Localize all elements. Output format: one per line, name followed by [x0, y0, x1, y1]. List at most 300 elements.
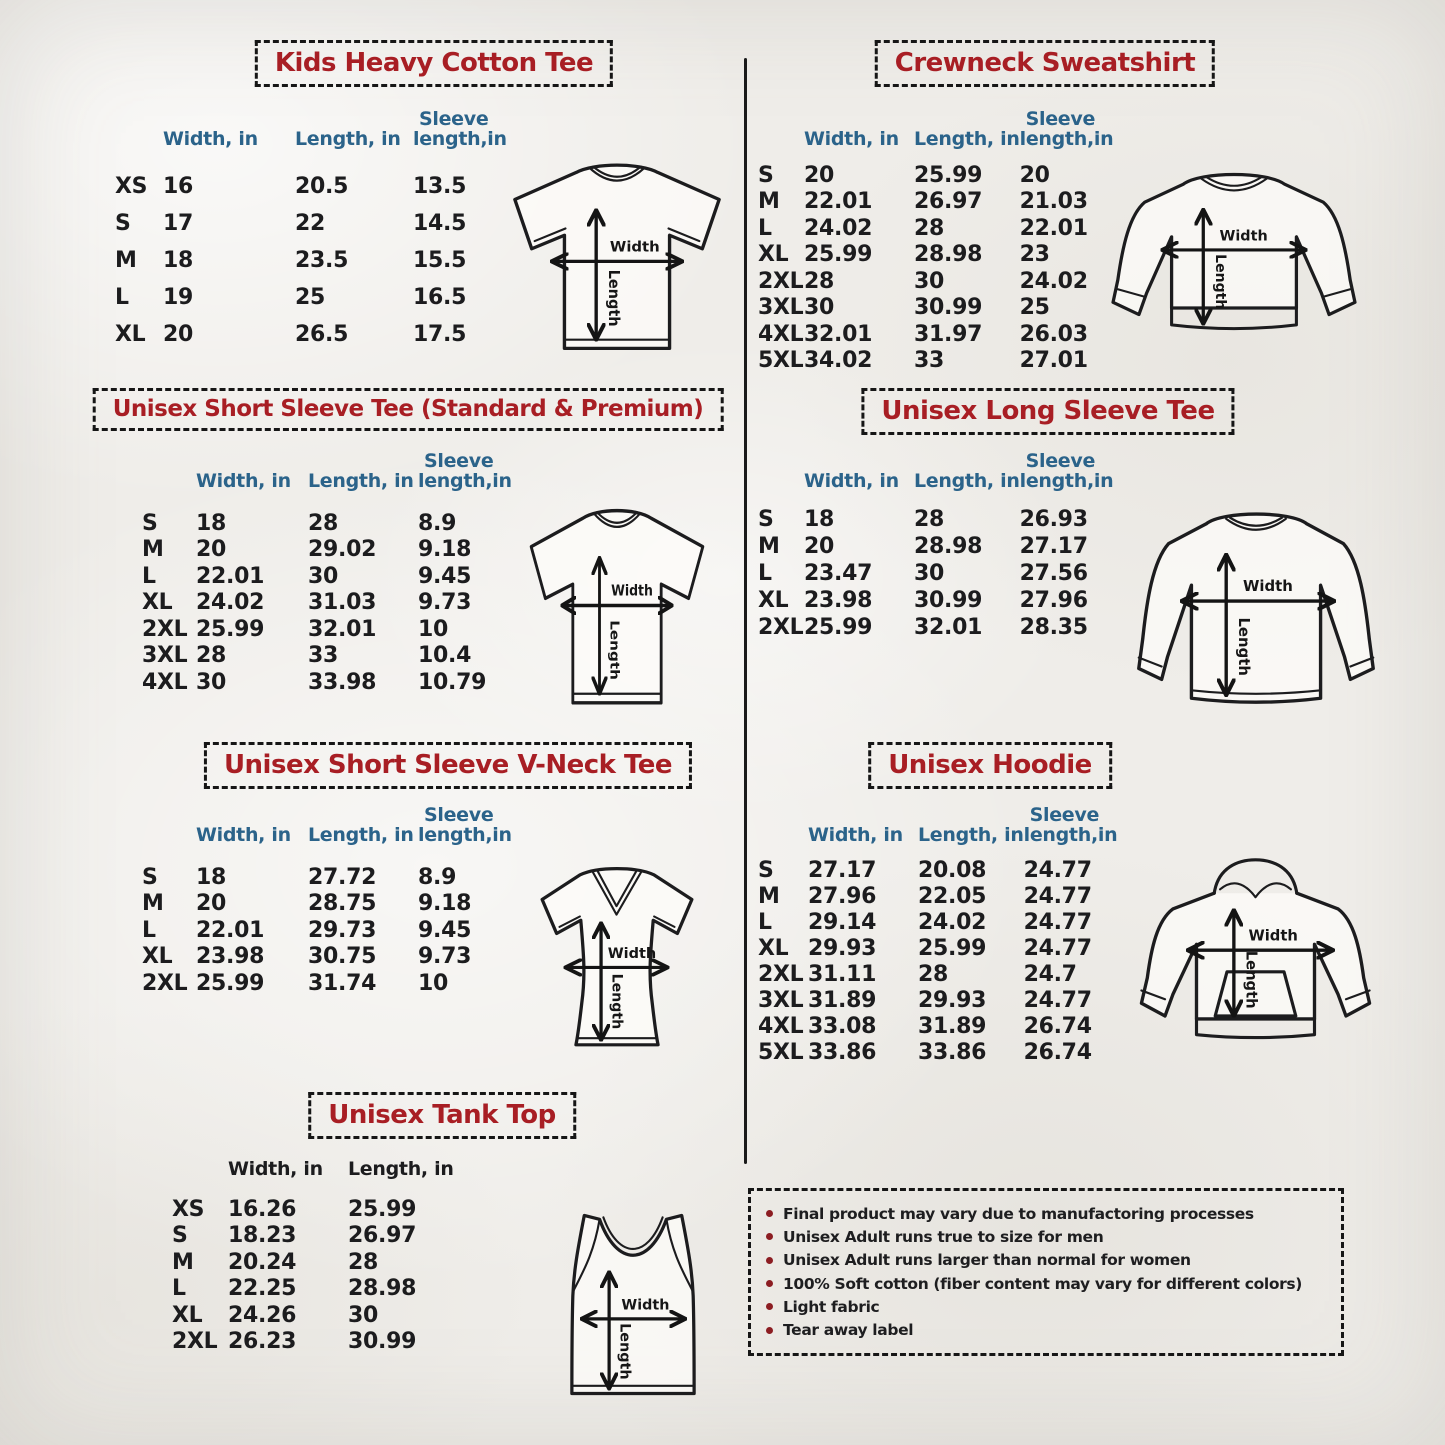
measurement-value: 28	[914, 215, 945, 241]
length-arrow-label: Length	[605, 269, 623, 327]
measurement-value: 15.5	[413, 247, 467, 273]
measurement-value: 10.4	[418, 643, 472, 669]
measurement-value: 10	[418, 616, 449, 642]
length-arrow-label: Length	[616, 1323, 633, 1380]
measurement-value: 22.01	[804, 189, 873, 215]
size-row	[758, 321, 1120, 348]
size-label: L	[115, 284, 129, 310]
size-label: M	[142, 537, 164, 563]
width-arrow-label: Width	[607, 946, 657, 962]
header-row	[758, 110, 1120, 162]
measurement-value: 30.99	[348, 1329, 417, 1355]
width-arrow-label: Width	[609, 238, 660, 256]
hoodie-illustration	[1108, 852, 1403, 1070]
measurement-value: 27.17	[808, 858, 877, 884]
sleeve-header-line2: length,in	[1019, 127, 1114, 150]
measurement-value: 23.5	[295, 247, 349, 273]
sleeve-header-line2: length,in	[418, 823, 512, 846]
measurement-value: 31.11	[808, 962, 877, 988]
measurement-value: 16.26	[228, 1196, 297, 1222]
header-row	[758, 452, 1120, 506]
sleeve-header-line1: Sleeve	[1025, 450, 1096, 472]
measurement-value: 33.86	[808, 1040, 877, 1066]
size-label: 3XL	[758, 295, 804, 321]
note-text: Unisex Adult runs true to size for men	[783, 1227, 1104, 1246]
measurement-value: 33.08	[808, 1014, 877, 1040]
measurement-value: 25.99	[914, 162, 983, 188]
panel-title-unisex-short-sleeve-tee	[93, 388, 724, 431]
measurement-value: 22.01	[196, 563, 265, 589]
measurement-value: 24.02	[804, 215, 873, 241]
sleeve-header-line1: Sleeve	[1029, 804, 1100, 826]
size-label: XL	[758, 587, 789, 613]
size-label: 2XL	[142, 616, 188, 642]
note-text: 100% Soft cotton (fiber content may vary for different colors)	[783, 1274, 1303, 1293]
measurement-value: 24.26	[228, 1302, 297, 1328]
measurement-value: 28	[196, 643, 227, 669]
measurement-value: 19	[163, 284, 194, 310]
bullet-icon	[766, 1210, 773, 1217]
size-label: L	[758, 910, 772, 936]
size-row	[142, 970, 518, 997]
size-row	[115, 279, 513, 316]
sleeve-header-line2: length,in	[1019, 469, 1114, 492]
sleeve-header-line2: length,in	[413, 127, 507, 150]
measurement-value: 18	[196, 864, 227, 890]
size-row	[758, 533, 1120, 560]
measurement-value: 24.77	[1023, 988, 1092, 1014]
measurement-value: 13.5	[413, 173, 467, 199]
size-label: M	[172, 1249, 194, 1275]
size-row	[758, 1014, 1124, 1040]
measurement-value: 32.01	[804, 321, 873, 347]
size-rows	[758, 858, 1124, 1066]
length-col-header: Length, in	[308, 823, 414, 846]
width-col-header: Width, in	[196, 469, 291, 492]
size-label: 2XL	[758, 962, 804, 988]
size-rows	[758, 162, 1120, 374]
width-arrow-label: Width	[611, 582, 653, 600]
size-rows	[142, 510, 518, 696]
size-row	[142, 616, 518, 643]
size-table-hoodie	[758, 806, 1124, 1066]
measurement-value: 24.02	[1019, 268, 1088, 294]
panel-title-text: Unisex Short Sleeve Tee (Standard & Premium)	[112, 396, 704, 422]
measurement-value: 9.18	[418, 891, 472, 917]
sweatshirt-hem-band	[1172, 308, 1297, 329]
note-item	[766, 1225, 1326, 1248]
panel-title-kids-heavy-cotton-tee	[255, 40, 613, 87]
measurement-value: 18	[196, 510, 227, 536]
measurement-value: 28.75	[308, 891, 377, 917]
width-col-header: Width, in	[804, 469, 899, 492]
size-label: XS	[172, 1196, 205, 1222]
measurement-value: 23.98	[196, 944, 265, 970]
panel-title-text: Unisex Long Sleeve Tee	[881, 396, 1215, 426]
size-table-tank-top	[172, 1152, 458, 1355]
measurement-value: 27.96	[808, 884, 877, 910]
measurement-value: 30.99	[914, 587, 983, 613]
size-row	[142, 864, 518, 891]
measurement-value: 26.03	[1019, 321, 1088, 347]
size-table-kids-tee	[115, 110, 513, 353]
note-text: Light fabric	[783, 1297, 880, 1316]
measurement-value: 21.03	[1019, 189, 1088, 215]
size-col-header	[142, 806, 196, 864]
measurement-value: 24.77	[1023, 884, 1092, 910]
measurement-value: 20	[196, 537, 227, 563]
width-arrow-label: Width	[1242, 577, 1293, 596]
measurement-value: 28	[918, 962, 949, 988]
bullet-icon	[766, 1257, 773, 1264]
measurement-value: 30.99	[914, 295, 983, 321]
measurement-value: 28.35	[1019, 614, 1088, 640]
size-table-crewneck	[758, 110, 1120, 374]
tank-top-illustration	[548, 1204, 718, 1426]
size-row	[758, 188, 1120, 215]
measurement-value: 30.75	[308, 944, 377, 970]
note-item	[766, 1319, 1326, 1342]
length-col-header: Length, in	[918, 823, 1024, 846]
note-item	[766, 1202, 1326, 1225]
header-row	[758, 806, 1124, 858]
size-label: S	[758, 506, 774, 532]
measurement-value: 25.99	[918, 936, 987, 962]
size-label: 3XL	[142, 643, 188, 669]
size-row	[142, 589, 518, 616]
size-rows	[758, 506, 1120, 641]
width-arrow-label: Width	[621, 1297, 670, 1314]
size-label: S	[142, 510, 158, 536]
size-table-v-neck	[142, 806, 518, 996]
measurement-value: 16	[163, 173, 194, 199]
measurement-value: 33.86	[918, 1040, 987, 1066]
size-row	[758, 506, 1120, 533]
kids-tee-illustration	[498, 155, 736, 360]
panel-title-text: Unisex Hoodie	[888, 750, 1092, 780]
size-row	[115, 242, 513, 279]
measurement-value: 27.17	[1019, 533, 1088, 559]
sleeve-header-line2: length,in	[418, 469, 512, 492]
measurement-value: 25.99	[196, 616, 265, 642]
measurement-value: 24.77	[1023, 858, 1092, 884]
measurement-value: 25.99	[804, 242, 873, 268]
panel-title-v-neck-tee	[204, 742, 692, 789]
sleeve-header-line2: length,in	[1023, 823, 1118, 846]
size-label: S	[142, 864, 158, 890]
note-text: Final product may vary due to manufactoring processes	[783, 1204, 1254, 1223]
note-text: Unisex Adult runs larger than normal for women	[783, 1251, 1191, 1270]
measurement-value: 23.47	[804, 560, 873, 586]
measurement-value: 29.73	[308, 917, 377, 943]
panel-title-text: Crewneck Sweatshirt	[894, 48, 1196, 78]
size-row	[758, 294, 1120, 321]
measurement-value: 22.25	[228, 1276, 297, 1302]
length-col-header: Length, in	[348, 1158, 454, 1181]
measurement-value: 22.05	[918, 884, 987, 910]
size-row	[758, 241, 1120, 268]
size-row	[142, 536, 518, 563]
measurement-value: 31.89	[918, 1014, 987, 1040]
size-row	[115, 316, 513, 353]
panel-title-text: Unisex Short Sleeve V-Neck Tee	[223, 750, 673, 780]
width-col-header: Width, in	[804, 127, 899, 150]
length-col-header: Length, in	[914, 469, 1020, 492]
size-rows	[172, 1196, 458, 1355]
size-row	[142, 943, 518, 970]
measurement-value: 26.23	[228, 1329, 297, 1355]
width-arrow-label: Width	[1219, 228, 1268, 245]
size-label: S	[172, 1223, 188, 1249]
size-label: L	[142, 917, 156, 943]
size-row	[758, 587, 1120, 614]
measurement-value: 29.14	[808, 910, 877, 936]
size-label: 2XL	[172, 1329, 218, 1355]
size-table-long-sleeve-tee	[758, 452, 1120, 641]
measurement-value: 23	[1019, 242, 1050, 268]
hoodie-hem-band	[1197, 1019, 1315, 1038]
size-row	[758, 884, 1124, 910]
size-row	[758, 936, 1124, 962]
size-table-short-sleeve-tee	[142, 452, 518, 695]
measurement-value: 20	[1019, 162, 1050, 188]
size-col-header	[115, 110, 163, 168]
measurement-value: 30	[914, 268, 945, 294]
measurement-value: 26.5	[295, 321, 349, 347]
measurement-value: 26.97	[348, 1223, 417, 1249]
long-sleeve-outline	[1139, 514, 1373, 702]
notes-box	[748, 1188, 1344, 1356]
measurement-value: 24.02	[918, 910, 987, 936]
measurement-value: 20	[163, 321, 194, 347]
measurement-value: 25.99	[348, 1196, 417, 1222]
measurement-value: 29.02	[308, 537, 377, 563]
measurement-value: 22.01	[196, 917, 265, 943]
measurement-value: 10.79	[418, 669, 487, 695]
measurement-value: 8.9	[418, 510, 457, 536]
sleeve-col-header	[1024, 806, 1124, 858]
size-label: M	[758, 884, 780, 910]
width-arrow-label: Width	[1248, 927, 1298, 945]
size-label: L	[172, 1276, 186, 1302]
size-label: 5XL	[758, 1040, 804, 1066]
long-sleeve-tee-illustration	[1105, 498, 1408, 726]
measurement-value: 25.99	[804, 614, 873, 640]
size-label: XS	[115, 173, 148, 199]
sleeve-col-header	[418, 806, 518, 864]
measurement-value: 28.98	[348, 1276, 417, 1302]
crewneck-illustration	[1090, 160, 1378, 352]
measurement-value: 33	[308, 643, 339, 669]
length-arrow-label: Length	[1242, 950, 1260, 1009]
length-arrow-label: Length	[606, 620, 622, 680]
header-row	[142, 452, 518, 510]
note-item	[766, 1272, 1326, 1295]
measurement-value: 26.74	[1023, 1014, 1092, 1040]
size-label: XL	[115, 321, 146, 347]
measurement-value: 30	[196, 669, 227, 695]
measurement-value: 18	[804, 506, 835, 532]
size-row	[172, 1302, 458, 1329]
width-col-header: Width, in	[196, 823, 291, 846]
measurement-value: 31.97	[914, 321, 983, 347]
measurement-value: 30	[348, 1302, 379, 1328]
size-row	[758, 268, 1120, 295]
size-label: 3XL	[758, 988, 804, 1014]
size-row	[142, 642, 518, 669]
measurement-value: 34.02	[804, 348, 873, 374]
size-row	[758, 215, 1120, 242]
size-col-header	[758, 452, 804, 506]
size-label: 2XL	[758, 268, 804, 294]
measurement-value: 30	[804, 295, 835, 321]
size-label: S	[758, 162, 774, 188]
bullet-icon	[766, 1303, 773, 1310]
length-col-header: Length, in	[914, 127, 1020, 150]
measurement-value: 18.23	[228, 1223, 297, 1249]
measurement-value: 20.5	[295, 173, 349, 199]
size-label: L	[758, 215, 772, 241]
bullet-icon	[766, 1280, 773, 1287]
measurement-value: 27.56	[1019, 560, 1088, 586]
size-rows	[142, 864, 518, 997]
sleeve-col-header	[1020, 110, 1120, 162]
length-arrow-label: Length	[1235, 617, 1254, 676]
header-row	[115, 110, 513, 168]
sleeve-header-line1: Sleeve	[424, 804, 494, 826]
panel-title-unisex-hoodie	[868, 742, 1112, 789]
size-row	[115, 168, 513, 205]
size-row	[758, 560, 1120, 587]
measurement-value: 25.99	[196, 970, 265, 996]
size-label: M	[758, 533, 780, 559]
width-col-header: Width, in	[808, 823, 903, 846]
sleeve-header-line1: Sleeve	[424, 450, 494, 472]
measurement-value: 20	[804, 533, 835, 559]
measurement-value: 26.93	[1019, 506, 1088, 532]
size-row	[758, 988, 1124, 1014]
panel-title-unisex-long-sleeve-tee	[861, 388, 1234, 435]
measurement-value: 28.98	[914, 533, 983, 559]
measurement-value: 27.72	[308, 864, 377, 890]
hoodie-hood	[1214, 860, 1297, 893]
measurement-value: 16.5	[413, 284, 467, 310]
size-label: 4XL	[758, 1014, 804, 1040]
size-row	[142, 510, 518, 537]
measurement-value: 28	[308, 510, 339, 536]
measurement-value: 25	[295, 284, 326, 310]
measurement-value: 31.03	[308, 590, 377, 616]
measurement-value: 9.73	[418, 944, 472, 970]
size-row	[142, 890, 518, 917]
unisex-tee-illustration	[517, 500, 717, 715]
measurement-value: 28	[804, 268, 835, 294]
panel-title-unisex-tank-top	[308, 1092, 576, 1139]
size-label: XL	[172, 1302, 203, 1328]
size-label: S	[115, 210, 131, 236]
header-row	[172, 1152, 458, 1196]
size-row	[758, 162, 1120, 189]
measurement-value: 28.98	[914, 242, 983, 268]
bullet-icon	[766, 1327, 773, 1334]
panel-title-text: Unisex Tank Top	[328, 1100, 556, 1130]
measurement-value: 9.45	[418, 563, 472, 589]
length-arrow-label: Length	[1211, 254, 1228, 310]
measurement-value: 20	[196, 891, 227, 917]
size-col-header	[758, 806, 808, 858]
measurement-value: 8.9	[418, 864, 457, 890]
size-label: XL	[142, 590, 173, 616]
size-row	[142, 917, 518, 944]
length-col-header: Length, in	[308, 469, 414, 492]
size-row	[142, 669, 518, 696]
size-row	[758, 1040, 1124, 1066]
vertical-divider	[744, 58, 747, 1164]
measurement-value: 24.7	[1023, 962, 1077, 988]
length-col-header: Length, in	[295, 127, 401, 150]
size-label: M	[142, 891, 164, 917]
note-text: Tear away label	[783, 1321, 914, 1340]
measurement-value: 27.96	[1019, 587, 1088, 613]
measurement-value: 27.01	[1019, 348, 1088, 374]
size-row	[142, 563, 518, 590]
measurement-value: 17.5	[413, 321, 467, 347]
sleeve-col-header	[418, 452, 518, 510]
size-row	[758, 858, 1124, 884]
measurement-value: 20.24	[228, 1249, 297, 1275]
sleeve-header-line1: Sleeve	[419, 108, 489, 130]
size-row	[172, 1196, 458, 1223]
measurement-value: 20.08	[918, 858, 987, 884]
measurement-value: 33	[914, 348, 945, 374]
measurement-value: 10	[418, 970, 449, 996]
size-row	[758, 347, 1120, 374]
size-col-header	[142, 452, 196, 510]
size-label: M	[115, 247, 137, 273]
size-col-header	[758, 110, 804, 162]
size-col-header	[172, 1152, 228, 1196]
measurement-value: 31.74	[308, 970, 377, 996]
measurement-value: 22.01	[1019, 215, 1088, 241]
size-label: XL	[142, 944, 173, 970]
measurement-value: 28	[348, 1249, 379, 1275]
measurement-value: 17	[163, 210, 194, 236]
size-row	[172, 1249, 458, 1276]
measurement-value: 14.5	[413, 210, 467, 236]
size-row	[758, 614, 1120, 641]
size-rows	[115, 168, 513, 353]
measurement-value: 33.98	[308, 669, 377, 695]
panel-title-crewneck-sweatshirt	[875, 40, 1215, 87]
size-row	[172, 1276, 458, 1303]
width-col-header: Width, in	[228, 1158, 323, 1181]
size-label: 2XL	[142, 970, 188, 996]
size-label: 4XL	[758, 321, 804, 347]
measurement-value: 29.93	[808, 936, 877, 962]
measurement-value: 23.98	[804, 587, 873, 613]
note-item	[766, 1249, 1326, 1272]
measurement-value: 9.18	[418, 537, 472, 563]
bullet-icon	[766, 1233, 773, 1240]
measurement-value: 24.77	[1023, 936, 1092, 962]
measurement-value: 30	[914, 560, 945, 586]
measurement-value: 30	[308, 563, 339, 589]
size-label: L	[758, 560, 772, 586]
measurement-value: 24.02	[196, 590, 265, 616]
measurement-value: 24.77	[1023, 910, 1092, 936]
measurement-value: 26.97	[914, 189, 983, 215]
sleeve-header-line1: Sleeve	[1025, 108, 1096, 130]
